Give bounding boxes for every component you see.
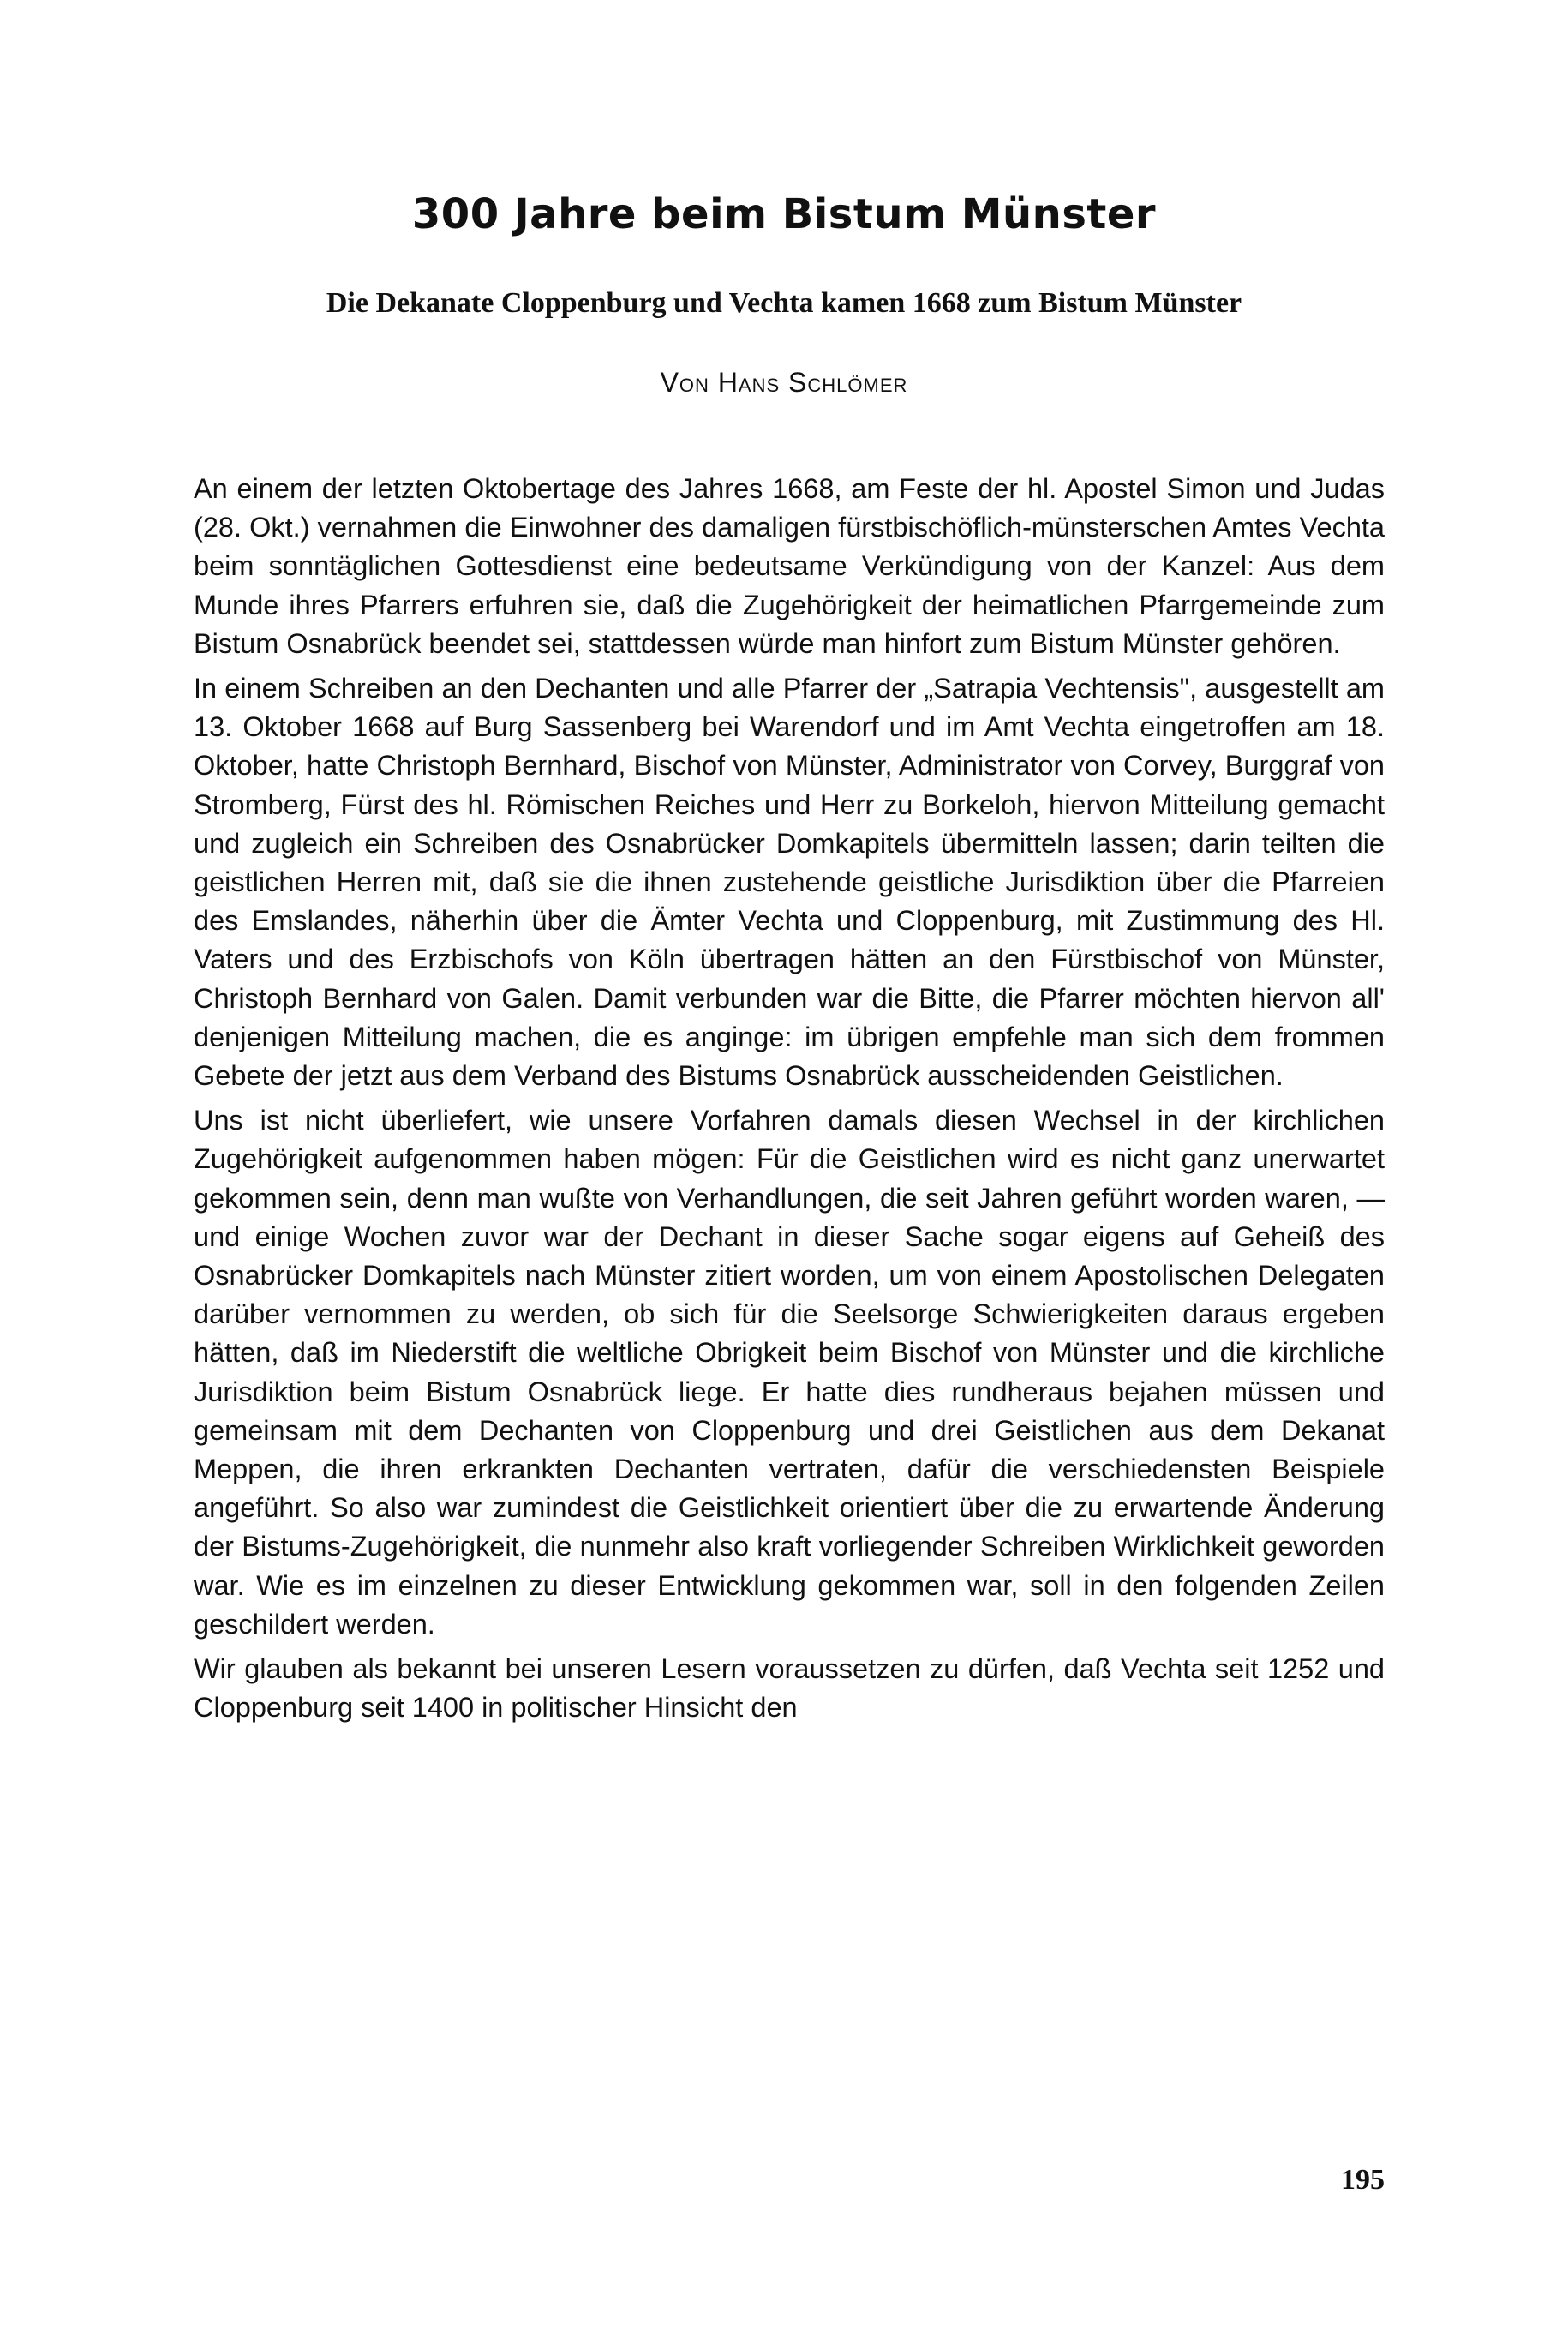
page-number: 195	[1341, 2164, 1385, 2196]
article-body	[194, 470, 1385, 1734]
paragraph-1: An einem der letzten Oktobertage des Jahres 1668, am Feste der hl. Apostel Simon und Judas (28. Okt.) vernahmen die Einwohner des damaligen fürstbischöflich-münsterschen Amtes Vechta beim sonntäglichen Gottesdienst eine bedeutsame Verkündigung von der Kanzel: Aus dem Munde ihres Pfarrers erfuhren sie, daß die Zugehörigkeit der heimatlichen Pfarrgemeinde zum Bistum Osnabrück beendet sei, stattdessen würde man hinfort zum Bistum Münster gehören.	[194, 473, 1385, 659]
paragraph-2: In einem Schreiben an den Dechanten und alle Pfarrer der „Satrapia Vechtensis", ausgestellt am 13. Oktober 1668 auf Burg Sassenberg bei Warendorf und im Amt Vechta eingetroffen am 18. Oktober, hatte Christoph Bernhard, Bischof von Münster, Administrator von Corvey, Burggraf von Stromberg, Fürst des hl. Römischen Reiches und Herr zu Borkeloh, hiervon Mitteilung gemacht und zugleich ein Schreiben des Osnabrücker Domkapitels übermitteln lassen; darin teilten die geistlichen Herren mit, daß sie die ihnen zustehende geistliche Jurisdiktion über die Pfarreien des Emslandes, näherhin über die Ämter Vechta und Cloppenburg, mit Zustimmung des Hl. Vaters und des Erzbischofs von Köln übertragen hätten an den Fürstbischof von Münster, Christoph Bernhard von Galen. Damit verbunden war die Bitte, die Pfarrer möchten hiervon all' denjenigen Mitteilung machen, die es anginge: im übrigen empfehle man sich dem frommen Gebete der jetzt aus dem Verband des Bistums Osnabrück ausscheidenden Geistlichen.	[194, 673, 1385, 1092]
paragraph-3: Uns ist nicht überliefert, wie unsere Vorfahren damals diesen Wechsel in der kirchlichen Zugehörigkeit aufgenommen haben mögen: Für die Geistlichen wird es nicht ganz unerwartet gekommen sein, denn man wußte von Verhandlungen, die seit Jahren geführt worden waren, — und einige Wochen zuvor war der Dechant in dieser Sache sogar eigens auf Geheiß des Osnabrücker Domkapitels nach Münster zitiert worden, um von einem Apostolischen Delegaten darüber vernommen zu werden, ob sich für die Seelsorge Schwierigkeiten daraus ergeben hätten, daß im Niederstift die weltliche Obrigkeit beim Bischof von Münster und die kirchliche Jurisdiktion beim Bistum Osnabrück liege. Er hatte dies rundheraus bejahen müssen und gemeinsam mit dem Dechanten von Cloppenburg und drei Geistlichen aus dem Dekanat Meppen, die ihren erkrankten Dechanten vertraten, dafür die verschiedensten Beispiele angeführt. So also war zumindest die Geistlichkeit orientiert über die zu erwartende Änderung der Bistums-Zugehörigkeit, die nunmehr also kraft vorliegender Schreiben Wirklichkeit geworden war. Wie es im einzelnen zu dieser Entwicklung gekommen war, soll in den folgenden Zeilen geschildert werden.	[194, 1105, 1385, 1640]
article-subtitle: Die Dekanate Cloppenburg und Vechta kamen 1668 zum Bistum Münster	[326, 287, 1242, 319]
paragraph-4: Wir glauben als bekannt bei unseren Lesern voraussetzen zu dürfen, daß Vechta seit 1252 und Cloppenburg seit 1400 in politischer Hinsicht den	[194, 1653, 1385, 1724]
article-title: 300 Jahre beim Bistum Münster	[411, 190, 1157, 238]
author-byline: Von Hans Schlömer	[660, 367, 908, 398]
